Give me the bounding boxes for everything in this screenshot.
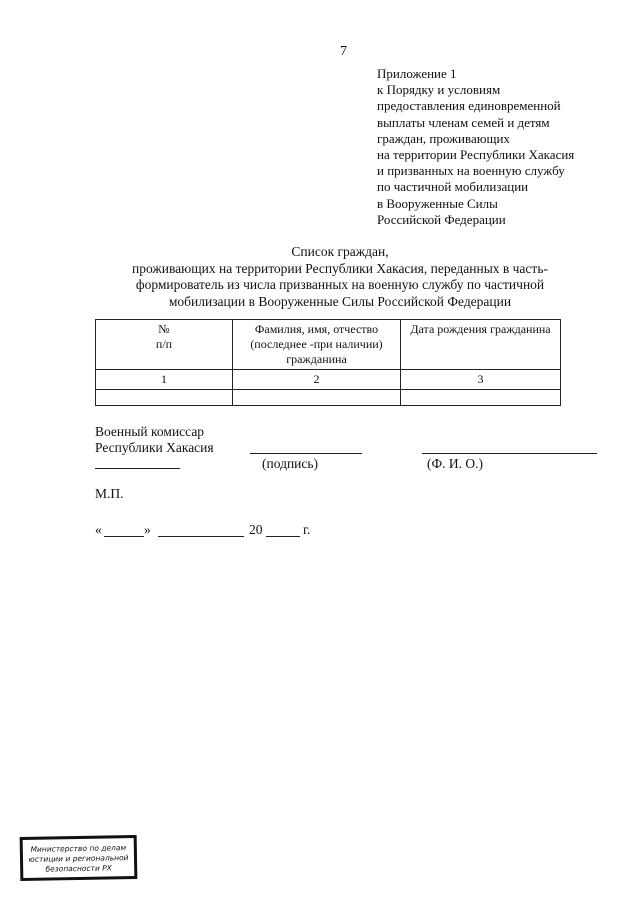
signatory-position-line1: Военный комиссар	[95, 424, 205, 439]
signatory-position-line2: Республики Хакасия	[95, 440, 214, 455]
date-open-quote: «	[95, 522, 102, 537]
header-birth-date: Дата рождения гражданина	[401, 320, 561, 370]
page-number: 7	[340, 44, 347, 59]
signature-label: (подпись)	[262, 456, 319, 471]
rank-line	[95, 468, 180, 469]
name-line	[422, 453, 597, 454]
title-line: формирователь из числа призванных на военную службу по частичной	[135, 277, 545, 292]
date-year-prefix: 20	[249, 522, 263, 537]
table-cell[interactable]	[401, 390, 561, 406]
appendix-header	[377, 66, 574, 228]
appendix-line: предоставления единовременной	[377, 98, 561, 114]
stamp-line: безопасности РХ	[45, 863, 112, 874]
ministry-stamp	[20, 835, 138, 881]
date-year-suffix: г.	[303, 522, 311, 537]
appendix-line: на территории Республики Хакасия	[377, 147, 575, 163]
column-number: 3	[401, 370, 561, 390]
seal-label: М.П.	[95, 486, 124, 501]
appendix-line: Российской Федерации	[377, 211, 506, 227]
title-line: Список граждан,	[291, 244, 389, 259]
date-close-quote: »	[144, 522, 151, 537]
document-title	[80, 244, 600, 310]
table-cell[interactable]	[233, 390, 401, 406]
appendix-line: выплаты членам семей и детям	[377, 114, 550, 130]
appendix-line: и призванных на военную службу	[377, 163, 565, 179]
month-line	[158, 536, 244, 537]
appendix-line: граждан, проживающих	[377, 130, 510, 146]
table-header-row	[96, 320, 561, 370]
stamp-line: Министерство по делам	[30, 843, 127, 854]
header-number: № п/п	[96, 320, 233, 370]
title-line: мобилизации в Вооруженные Силы Российской Федерации	[168, 293, 512, 309]
citizens-table	[95, 319, 561, 406]
day-line	[104, 536, 144, 537]
stamp-line: юстиции и региональной	[28, 853, 129, 864]
table-row	[96, 390, 561, 406]
year-line	[266, 536, 300, 537]
name-label: (Ф. И. О.)	[427, 456, 484, 471]
appendix-line: по частичной мобилизации	[377, 179, 529, 195]
appendix-line: к Порядку и условиям	[377, 82, 501, 98]
column-number: 2	[233, 370, 401, 390]
column-number: 1	[96, 370, 233, 390]
table-cell[interactable]	[96, 390, 233, 406]
signature-line	[250, 453, 362, 454]
header-full-name: Фамилия, имя, отчество (последнее -при наличии) гражданина	[233, 320, 401, 370]
title-line: проживающих на территории Республики Хакасия, переданных в часть-	[132, 260, 548, 276]
appendix-line: Приложение 1	[377, 66, 457, 81]
appendix-line: в Вооруженные Силы	[377, 195, 498, 211]
table-numbering-row	[96, 370, 561, 390]
